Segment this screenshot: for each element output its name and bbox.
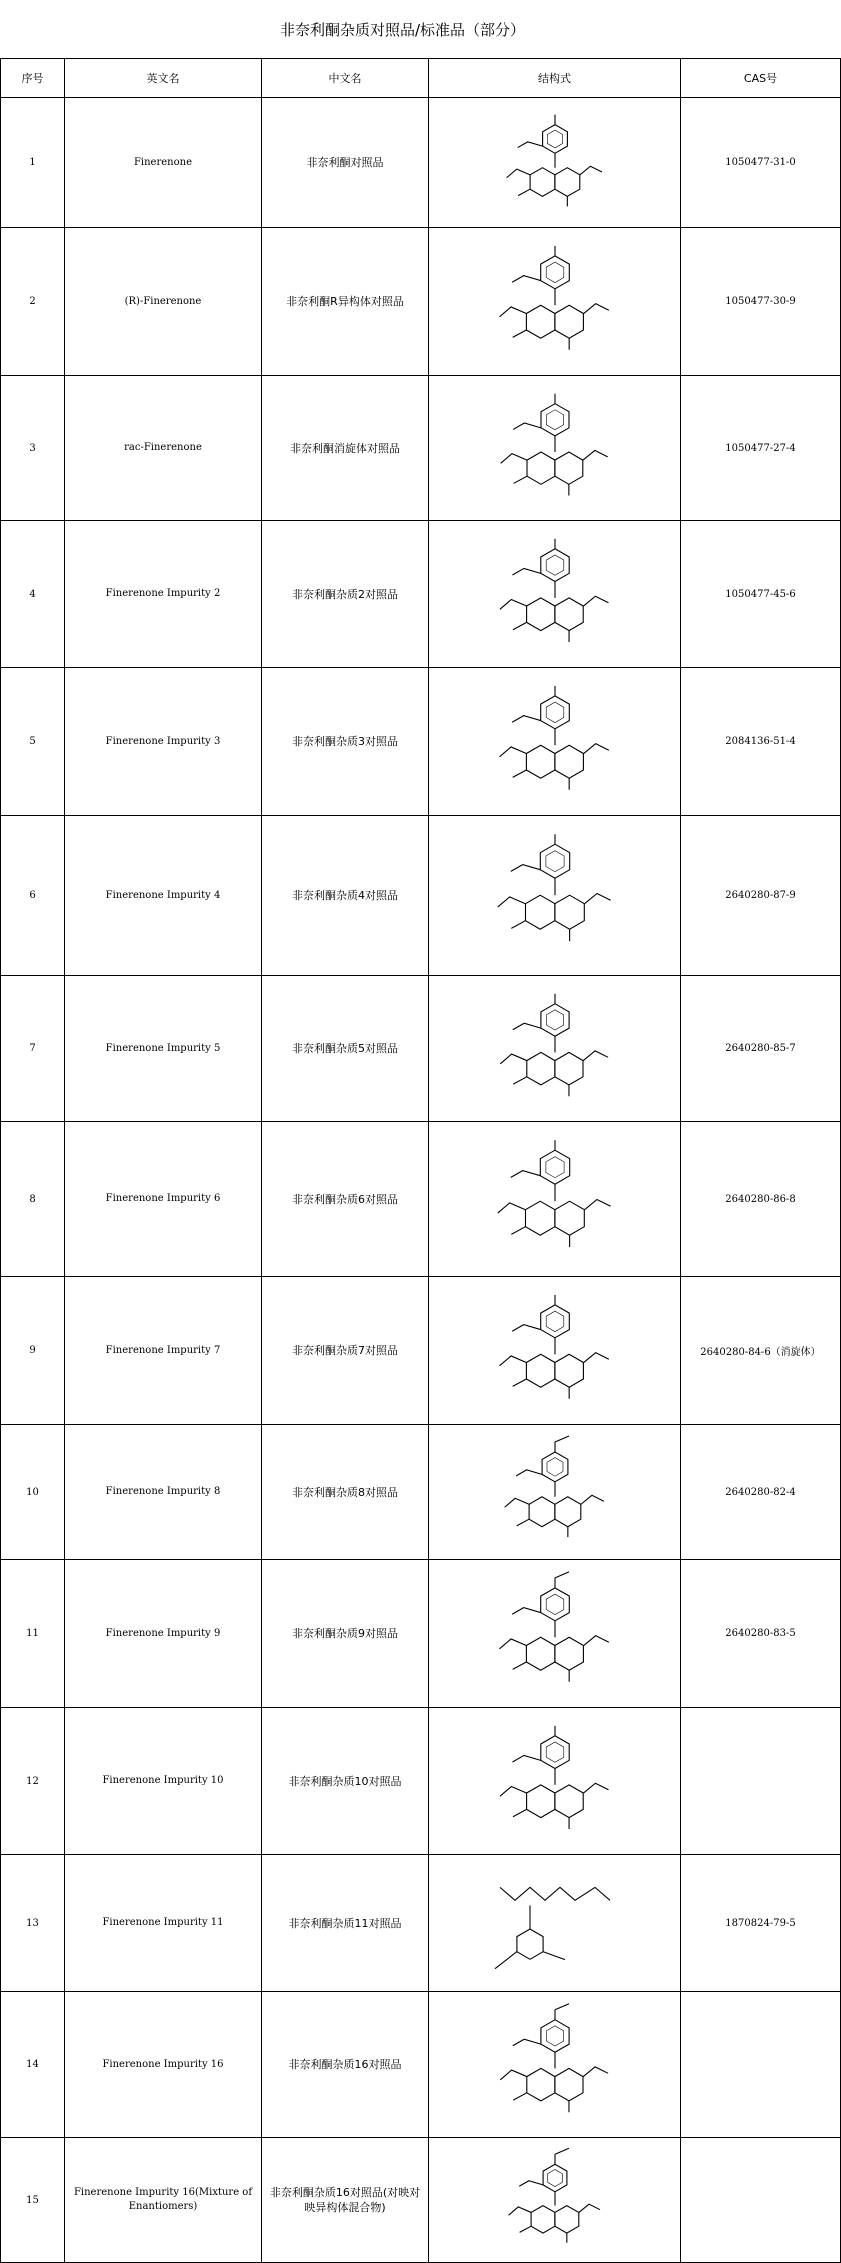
structure-drawing	[435, 102, 675, 224]
alkoxy-bond	[583, 450, 608, 460]
aryl-ring	[540, 2019, 568, 2052]
carbonyl-arm-bond	[500, 2070, 526, 2080]
alkoxy-bond	[583, 303, 608, 313]
pyridine-ring	[554, 2068, 582, 2101]
methyl-bond	[512, 622, 526, 629]
amide-bond	[555, 2148, 569, 2154]
chinese-name-cell: 非奈利酮杂质16对照品(对映对映异构体混合物)	[262, 2138, 429, 2263]
methyl-bond	[512, 1379, 526, 1386]
structure-cell	[429, 1560, 681, 1708]
pyridine-ring	[554, 1354, 583, 1387]
methyl-bond	[511, 920, 525, 928]
english-name-cell: Finerenone	[65, 98, 262, 228]
alkoxy-bond	[584, 893, 610, 903]
structure-drawing	[435, 820, 675, 972]
pyridine-ring	[554, 597, 582, 630]
alkoxy-bond	[579, 166, 601, 175]
amide-bond	[555, 1435, 569, 1441]
table-row	[1, 98, 841, 228]
methoxy-bond	[517, 141, 542, 147]
chinese-name-cell: 非奈利酮R异构体对照品	[262, 228, 429, 376]
aryl-aromatic-circle	[547, 2169, 562, 2186]
chinese-name-cell: 非奈利酮杂质8对照品	[262, 1425, 429, 1560]
aryl-ring	[540, 1003, 568, 1035]
aryl-aromatic-circle	[546, 2025, 563, 2045]
row-number-cell: 5	[1, 668, 65, 816]
english-name-cell: Finerenone Impurity 7	[65, 1277, 262, 1425]
structure-cell	[429, 668, 681, 816]
table-row	[1, 2138, 841, 2263]
row-number-cell: 3	[1, 376, 65, 521]
cas-number-cell: 1050477-30-9	[681, 228, 841, 376]
cas-number-cell: 2640280-82-4	[681, 1425, 841, 1560]
table-row	[1, 1277, 841, 1425]
table-row	[1, 668, 841, 816]
english-name-cell: Finerenone Impurity 3	[65, 668, 262, 816]
table-header-row	[1, 59, 841, 98]
english-name-cell: Finerenone Impurity 8	[65, 1425, 262, 1560]
methoxy-bond	[512, 1023, 540, 1029]
amide-bond	[555, 2003, 569, 2009]
pyridine-ring	[554, 895, 583, 929]
chinese-name-cell: 非奈利酮消旋体对照品	[262, 376, 429, 521]
table-row	[1, 976, 841, 1122]
aryl-aromatic-circle	[545, 850, 563, 871]
table-row	[1, 1425, 841, 1560]
aryl-ring	[540, 844, 569, 878]
carbonyl-arm-bond	[499, 599, 526, 609]
methyl-bond	[516, 1519, 528, 1526]
row-number-cell: 8	[1, 1122, 65, 1277]
cas-number-cell: 1050477-45-6	[681, 521, 841, 668]
table-row	[1, 1708, 841, 1855]
alkoxy-bond	[583, 1635, 608, 1645]
methyl-bond	[512, 1809, 526, 1816]
dihydropyridine-ring	[526, 1052, 554, 1085]
chinese-name-cell: 非奈利酮杂质3对照品	[262, 668, 429, 816]
pyridine-ring	[554, 1637, 583, 1670]
cas-number-cell: 2640280-85-7	[681, 976, 841, 1122]
methyl-bond	[513, 2092, 526, 2099]
pyridine-ring	[554, 745, 583, 778]
cas-number-cell	[681, 1992, 841, 2138]
aryl-aromatic-circle	[546, 1009, 563, 1029]
methyl-bond	[512, 1662, 526, 1669]
row-number-cell: 14	[1, 1992, 65, 2138]
dihydropyridine-ring	[526, 1784, 554, 1817]
methoxy-bond	[519, 2180, 543, 2186]
column-header-no: 序号	[1, 59, 65, 98]
carbonyl-arm-bond	[497, 896, 525, 906]
pyridine-ring	[554, 1784, 582, 1817]
carbonyl-arm-bond	[499, 746, 526, 756]
methyl-bond	[519, 2226, 530, 2232]
english-name-cell: Finerenone Impurity 10	[65, 1708, 262, 1855]
cas-number-cell: 1870824-79-5	[681, 1855, 841, 1992]
pyridine-ring	[554, 167, 579, 196]
chinese-name-cell: 非奈利酮杂质11对照品	[262, 1855, 429, 1992]
english-name-cell: Finerenone Impurity 16(Mixture of Enantiomers)	[65, 2138, 262, 2263]
structure-drawing	[435, 1564, 675, 1704]
dihydropyridine-ring	[526, 2068, 554, 2101]
english-name-cell: Finerenone Impurity 11	[65, 1855, 262, 1992]
row-number-cell: 4	[1, 521, 65, 668]
chinese-name-cell: 非奈利酮杂质6对照品	[262, 1122, 429, 1277]
aryl-ring	[541, 403, 569, 435]
row-number-cell: 13	[1, 1855, 65, 1992]
structure-cell	[429, 1708, 681, 1855]
methoxy-bond	[512, 1324, 540, 1331]
structure-cell	[429, 1855, 681, 1992]
benzene-ring	[516, 1929, 542, 1959]
cas-number-cell	[681, 2138, 841, 2263]
nitrile-bond	[495, 1951, 517, 1968]
aryl-aromatic-circle	[546, 1594, 564, 1615]
structure-drawing	[435, 2142, 675, 2259]
alkoxy-bond	[584, 1199, 610, 1209]
column-header-chinese-name: 中文名	[262, 59, 429, 98]
methoxy-bond	[512, 715, 540, 722]
row-number-cell: 7	[1, 976, 65, 1122]
dihydropyridine-ring	[525, 1201, 554, 1235]
structure-drawing	[435, 980, 675, 1118]
table-row	[1, 1560, 841, 1708]
chinese-name-cell: 非奈利酮杂质10对照品	[262, 1708, 429, 1855]
aryl-ring	[540, 1150, 569, 1184]
structure-cell	[429, 376, 681, 521]
pyridine-ring	[554, 1052, 582, 1085]
chinese-name-cell: 非奈利酮杂质16对照品	[262, 1992, 429, 2138]
chinese-name-cell: 非奈利酮杂质2对照品	[262, 521, 429, 668]
aryl-aromatic-circle	[546, 702, 564, 723]
aryl-aromatic-circle	[545, 1156, 563, 1177]
carbonyl-arm-bond	[499, 306, 526, 316]
english-name-cell: Finerenone Impurity 6	[65, 1122, 262, 1277]
row-number-cell: 11	[1, 1560, 65, 1708]
structure-drawing	[435, 672, 675, 812]
structure-drawing	[435, 1712, 675, 1851]
aryl-aromatic-circle	[546, 1742, 564, 1762]
page-title: 非奈利酮杂质对照品/标准品（部分）	[279, 20, 526, 39]
table-row	[1, 1992, 841, 2138]
structure-drawing	[435, 380, 675, 517]
aryl-aromatic-circle	[546, 409, 563, 429]
english-name-cell: Finerenone Impurity 9	[65, 1560, 262, 1708]
column-header-cas: CAS号	[681, 59, 841, 98]
structure-drawing	[435, 1429, 675, 1556]
aryl-ring	[540, 695, 569, 728]
english-name-cell: (R)-Finerenone	[65, 228, 262, 376]
dihydropyridine-ring	[531, 2205, 555, 2233]
aryl-aromatic-circle	[547, 130, 562, 148]
pyridine-ring	[554, 452, 582, 484]
dihydropyridine-ring	[527, 452, 555, 484]
alkoxy-bond	[583, 596, 608, 606]
methyl-bond	[512, 330, 526, 337]
structure-cell	[429, 98, 681, 228]
structure-drawing	[435, 232, 675, 372]
dihydropyridine-ring	[525, 895, 554, 929]
cas-number-cell: 2084136-51-4	[681, 668, 841, 816]
pyridine-ring	[554, 305, 583, 338]
chain-bond	[500, 1887, 610, 1900]
cas-number-cell: 1050477-27-4	[681, 376, 841, 521]
methoxy-bond	[512, 1607, 540, 1614]
aryl-ring	[540, 1304, 569, 1337]
row-number-cell: 9	[1, 1277, 65, 1425]
carbonyl-arm-bond	[504, 1498, 528, 1507]
carbonyl-arm-bond	[506, 169, 529, 178]
pyridine-ring	[554, 2205, 578, 2233]
column-header-english-name: 英文名	[65, 59, 262, 98]
english-name-cell: Finerenone Impurity 5	[65, 976, 262, 1122]
cas-number-cell	[681, 1708, 841, 1855]
carbonyl-arm-bond	[499, 1786, 526, 1796]
aryl-aromatic-circle	[546, 262, 564, 283]
carbonyl-arm-bond	[497, 1202, 525, 1212]
english-name-cell: Finerenone Impurity 2	[65, 521, 262, 668]
carbonyl-arm-bond	[499, 1355, 526, 1365]
structure-cell	[429, 2138, 681, 2263]
structure-cell	[429, 1122, 681, 1277]
table-row	[1, 521, 841, 668]
structure-cell	[429, 228, 681, 376]
row-number-cell: 2	[1, 228, 65, 376]
structure-cell	[429, 1277, 681, 1425]
column-header-structure: 结构式	[429, 59, 681, 98]
carbonyl-arm-bond	[499, 1638, 526, 1648]
row-number-cell: 10	[1, 1425, 65, 1560]
english-name-cell: Finerenone Impurity 16	[65, 1992, 262, 2138]
structure-drawing	[435, 1281, 675, 1421]
chinese-name-cell: 非奈利酮对照品	[262, 98, 429, 228]
dihydropyridine-ring	[526, 745, 555, 778]
table-row	[1, 1122, 841, 1277]
dihydropyridine-ring	[529, 1496, 555, 1526]
table-row	[1, 816, 841, 976]
carbonyl-arm-bond	[508, 2206, 530, 2214]
methoxy-bond	[510, 864, 539, 871]
pyridine-ring	[554, 1496, 580, 1526]
chinese-name-cell: 非奈利酮杂质9对照品	[262, 1560, 429, 1708]
structure-drawing	[435, 525, 675, 664]
aryl-ring	[542, 124, 567, 153]
structure-cell	[429, 521, 681, 668]
methoxy-bond	[513, 423, 541, 429]
dihydropyridine-ring	[526, 1354, 555, 1387]
cas-number-cell: 2640280-84-6（消旋体）	[681, 1277, 841, 1425]
methoxy-bond	[512, 275, 540, 282]
alkoxy-bond	[583, 2066, 608, 2076]
dihydropyridine-ring	[526, 305, 555, 338]
structure-cell	[429, 1425, 681, 1560]
structure-cell	[429, 1992, 681, 2138]
methyl-bond	[511, 1226, 525, 1234]
aryl-ring	[542, 1452, 568, 1482]
amide-bond	[555, 1571, 569, 1577]
chinese-name-cell: 非奈利酮杂质7对照品	[262, 1277, 429, 1425]
alkoxy-bond	[580, 1495, 603, 1504]
cas-number-cell: 2640280-87-9	[681, 816, 841, 976]
aryl-ring	[540, 1735, 568, 1768]
structure-drawing	[435, 1996, 675, 2134]
aryl-aromatic-circle	[546, 1311, 564, 1332]
carbonyl-arm-bond	[500, 1054, 526, 1064]
aryl-aromatic-circle	[547, 1457, 563, 1476]
methyl-bond	[513, 1076, 526, 1083]
dihydropyridine-ring	[526, 597, 554, 630]
table-row	[1, 228, 841, 376]
methyl-bond	[512, 770, 526, 777]
pyridine-ring	[554, 1201, 583, 1235]
row-number-cell: 6	[1, 816, 65, 976]
aryl-ring	[540, 548, 568, 581]
methoxy-bond	[512, 2039, 540, 2045]
cas-number-cell: 1050477-31-0	[681, 98, 841, 228]
dihydropyridine-ring	[530, 167, 555, 196]
aryl-aromatic-circle	[546, 555, 564, 575]
cas-number-cell: 2640280-83-5	[681, 1560, 841, 1708]
methoxy-bond	[512, 1755, 540, 1762]
methoxy-bond	[543, 1951, 565, 1959]
table-row	[1, 1855, 841, 1992]
methyl-bond	[513, 476, 526, 483]
structure-cell	[429, 816, 681, 976]
structure-cell	[429, 976, 681, 1122]
cas-number-cell: 2640280-86-8	[681, 1122, 841, 1277]
chinese-name-cell: 非奈利酮杂质4对照品	[262, 816, 429, 976]
methoxy-bond	[510, 1170, 539, 1177]
row-number-cell: 1	[1, 98, 65, 228]
alkoxy-bond	[583, 1352, 608, 1362]
alkoxy-bond	[578, 2204, 599, 2212]
table-row	[1, 376, 841, 521]
row-number-cell: 15	[1, 2138, 65, 2263]
methyl-bond	[518, 189, 530, 195]
alkoxy-bond	[583, 1050, 608, 1060]
alkoxy-bond	[583, 1783, 608, 1793]
aryl-ring	[540, 255, 569, 288]
methoxy-bond	[516, 1469, 542, 1475]
english-name-cell: rac-Finerenone	[65, 376, 262, 521]
alkoxy-bond	[583, 743, 608, 753]
chinese-name-cell: 非奈利酮杂质5对照品	[262, 976, 429, 1122]
dihydropyridine-ring	[526, 1637, 555, 1670]
structure-drawing	[435, 1126, 675, 1273]
structure-drawing	[435, 1859, 675, 1988]
english-name-cell: Finerenone Impurity 4	[65, 816, 262, 976]
row-number-cell: 12	[1, 1708, 65, 1855]
methoxy-bond	[512, 568, 540, 575]
reference-standards-table	[0, 58, 841, 2263]
aryl-ring	[543, 2164, 567, 2192]
carbonyl-arm-bond	[500, 453, 526, 463]
aryl-ring	[540, 1587, 569, 1620]
